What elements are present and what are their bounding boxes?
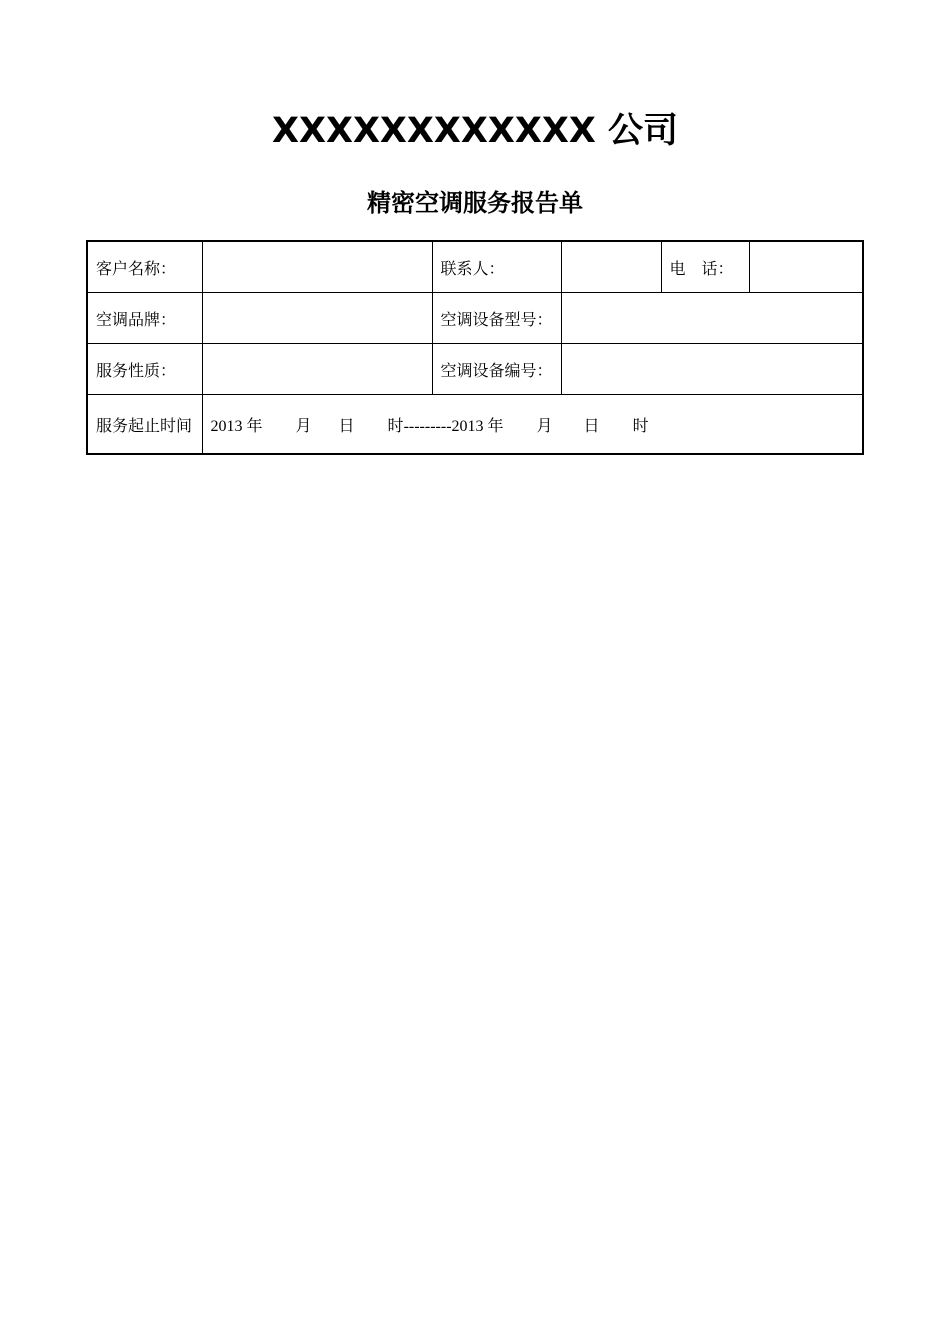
phone-label: 电 话： xyxy=(661,241,749,293)
start-year: 2013 xyxy=(210,417,243,435)
end-day-unit: 日 xyxy=(583,417,600,435)
service-time-field[interactable] xyxy=(202,395,863,455)
service-type-label: 服务性质： xyxy=(87,344,202,395)
table-row xyxy=(87,344,863,395)
start-year-unit: 年 xyxy=(246,417,263,435)
contact-label: 联系人： xyxy=(432,241,561,293)
start-hour-unit: 时 xyxy=(387,417,404,435)
table-row xyxy=(87,395,863,455)
start-day-unit: 日 xyxy=(338,417,355,435)
end-hour-unit: 时 xyxy=(632,417,649,435)
customer-name-label: 客户名称： xyxy=(87,241,202,293)
table-row xyxy=(87,293,863,344)
service-type-field[interactable] xyxy=(202,344,432,395)
form-title: 精密空调服务报告单 xyxy=(367,189,583,217)
phone-field[interactable] xyxy=(749,241,863,293)
service-report-table xyxy=(86,240,864,455)
end-year: 2013 xyxy=(451,417,484,435)
end-month-unit: 月 xyxy=(536,417,553,435)
model-field[interactable] xyxy=(561,293,863,344)
ac-brand-label: 空调品牌： xyxy=(87,293,202,344)
serial-field[interactable] xyxy=(561,344,863,395)
table-row xyxy=(87,241,863,293)
model-label: 空调设备型号： xyxy=(432,293,561,344)
contact-field[interactable] xyxy=(561,241,661,293)
customer-name-field[interactable] xyxy=(202,241,432,293)
company-title: XXXXXXXXXXXX 公司 xyxy=(271,111,678,151)
ac-brand-field[interactable] xyxy=(202,293,432,344)
start-month-unit: 月 xyxy=(295,417,312,435)
service-time-label: 服务起止时间 xyxy=(87,395,202,455)
end-year-unit: 年 xyxy=(487,417,504,435)
serial-label: 空调设备编号： xyxy=(432,344,561,395)
time-separator: --------- xyxy=(403,417,452,435)
